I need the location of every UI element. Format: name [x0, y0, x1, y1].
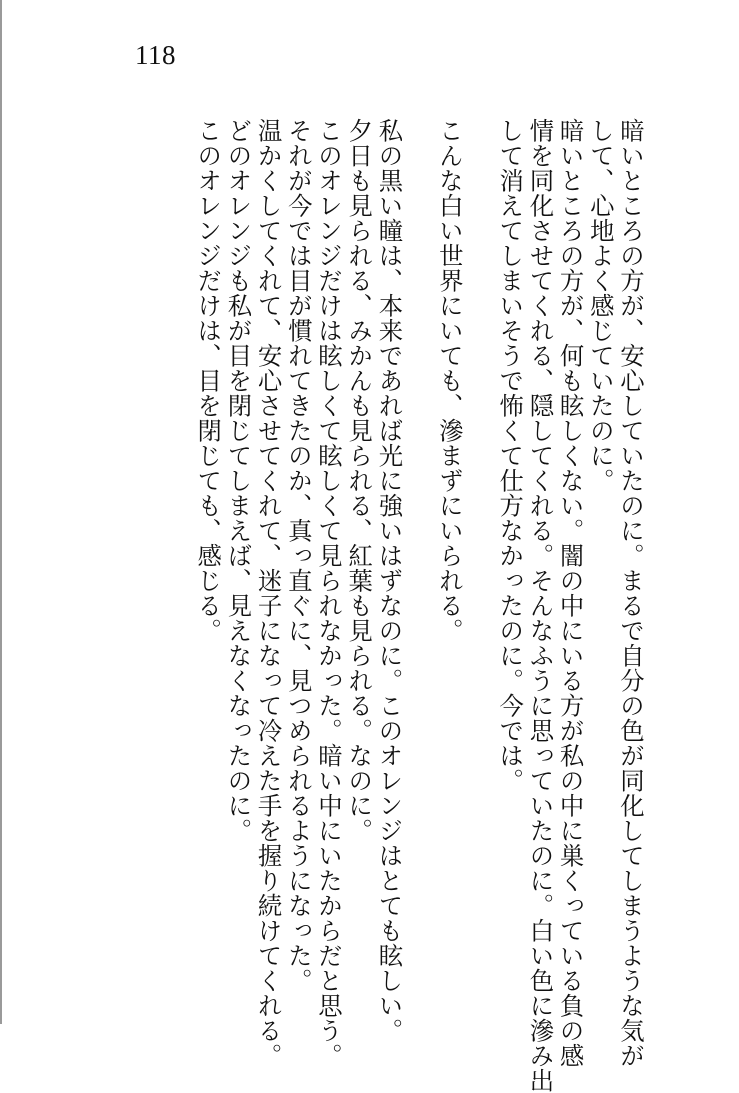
- text-line: 情を同化させてくれる、隠してくれる。そんなふうに思っていたのに。白い色に滲み出: [525, 118, 555, 1093]
- text-line: して消えてしまいそうで怖くて仕方なかったのに。今では。: [495, 118, 525, 793]
- text-line: このオレンジだけは、目を閉じても、感じる。: [193, 118, 223, 643]
- text-line: どのオレンジも私が目を閉じてしまえば、見えなくなったのに。: [223, 118, 253, 843]
- text-line: 私の黒い瞳は、本来であれば光に強いはずなのに。このオレンジはとても眩しい。: [374, 118, 404, 1043]
- vertical-body-text: [192, 118, 645, 1093]
- text-line: このオレンジだけは眩しくて眩しくて見られなかった。暗い中にいたからだと思う。: [314, 118, 343, 1068]
- paragraph-gap: [464, 118, 494, 998]
- text-line: 温かくしてくれて、安心させてくれて、迷子になって冷えた手を握り続けてくれる。: [253, 118, 283, 1068]
- text-line: それが今では目が慣れてきたのか、真っ直ぐに、見つめられるようになった。: [283, 118, 313, 993]
- text-line: こんな白い世界にいても、滲まずにいられる。: [434, 118, 464, 643]
- paragraph-gap: [403, 118, 433, 998]
- page-number: 118: [135, 40, 176, 70]
- text-line: して、心地よく感じていたのに。: [585, 118, 615, 493]
- text-line: 夕日も見られる、みかんも見られる、紅葉も見られる。なのに。: [344, 118, 374, 843]
- text-line: 暗いところの方が、安心していたのに。まるで自分の色が同化してしまうような気が: [616, 118, 645, 1068]
- text-line: 暗いところの方が、何も眩しくない。闇の中にいる方が私の中に巣くっている負の感: [555, 118, 585, 1068]
